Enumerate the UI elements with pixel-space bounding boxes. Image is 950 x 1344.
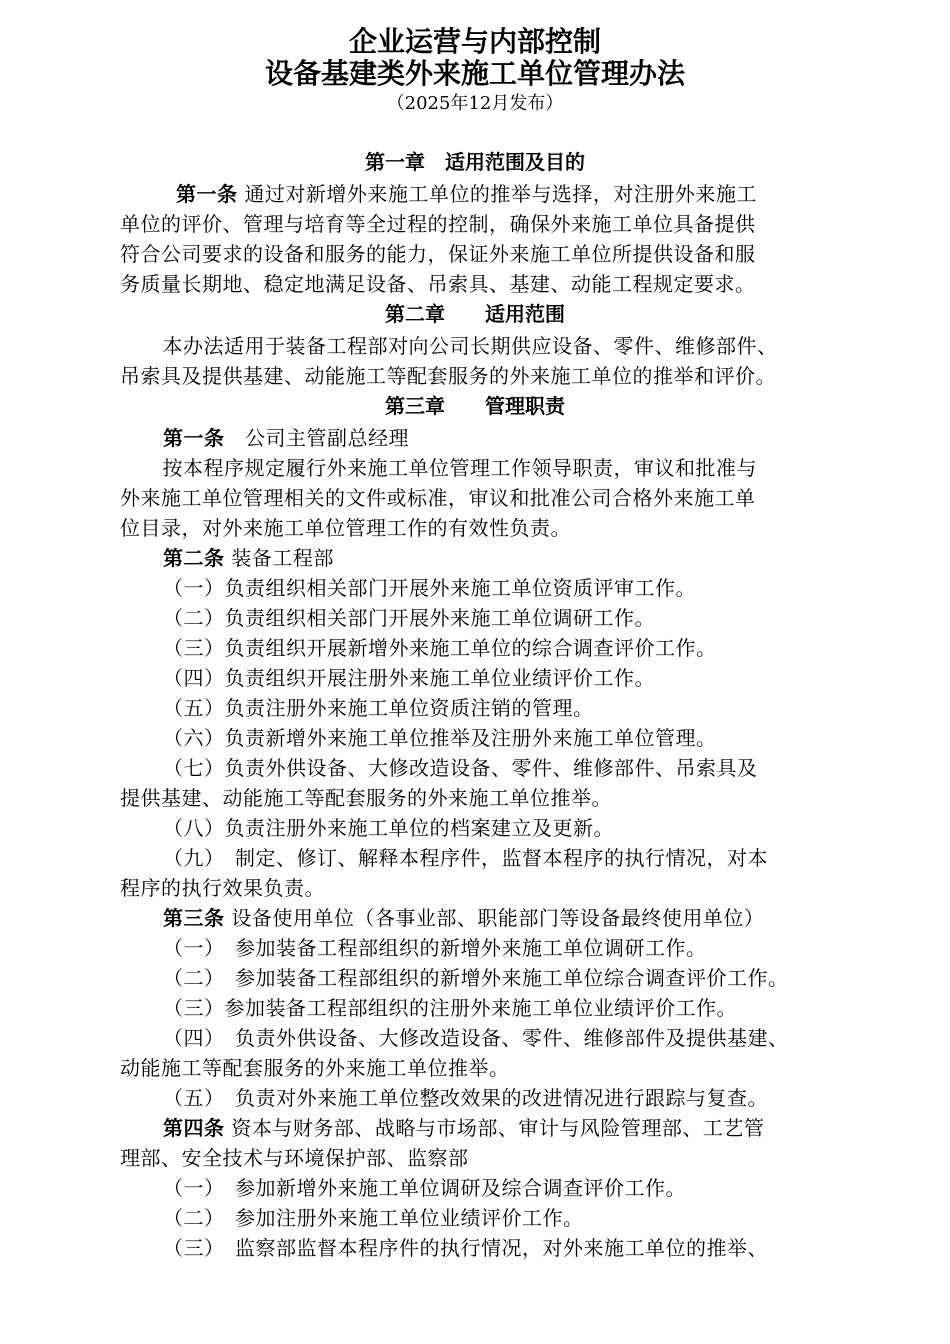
article-text: 通过对新增外来施工单位的推举与选择，对注册外来施工 [244,182,757,206]
paragraph-line [163,905,833,931]
paragraph-line [163,545,833,571]
list-item-continuation: 动能施工等配套服务的外来施工单位推举。 [120,1056,510,1080]
list-item: （五）负责注册外来施工单位资质注销的管理。 [163,696,594,720]
chapter-heading-2: 第二章 适用范围 [385,302,565,326]
list-item: （二） 参加注册外来施工单位业绩评价工作。 [163,1206,584,1230]
paragraph-line: 符合公司要求的设备和服务的能力，保证外来施工单位所提供设备和服 [120,242,756,266]
paragraph-line: 单位的评价、管理与培育等全过程的控制，确保外来施工单位具备提供 [120,212,756,236]
paragraph-line: 理部、安全技术与环境保护部、监察部 [120,1146,469,1170]
list-item: （三） 监察部监督本程序件的执行情况，对外来施工单位的推举、 [163,1236,768,1260]
paragraph-line: 位目录，对外来施工单位管理工作的有效性负责。 [120,516,571,540]
list-item: （一） 参加装备工程部组织的新增外来施工单位调研工作。 [163,936,707,960]
list-item: （七）负责外供设备、大修改造设备、零件、维修部件、吊索具及 [163,756,758,780]
paragraph-line: 外来施工单位管理相关的文件或标准，审议和批准公司合格外来施工单 [120,486,756,510]
article-title: 设备使用单位（各事业部、职能部门等设备最终使用单位） [231,906,765,930]
chapter-heading-1: 第一章 适用范围及目的 [365,150,585,174]
list-item: （三）参加装备工程部组织的注册外来施工单位业绩评价工作。 [163,996,737,1020]
list-item: （三）负责组织开展新增外来施工单位的综合调查评价工作。 [163,636,717,660]
list-item: （二）负责组织相关部门开展外来施工单位调研工作。 [163,606,655,630]
chapter-heading-3: 第三章 管理职责 [385,394,565,418]
list-item: （一） 参加新增外来施工单位调研及综合调查评价工作。 [163,1176,686,1200]
list-item: （八）负责注册外来施工单位的档案建立及更新。 [163,816,614,840]
list-item: （二） 参加装备工程部组织的新增外来施工单位综合调查评价工作。 [163,966,789,990]
paragraph-line [163,1115,833,1141]
article-title: 公司主管副总经理 [224,426,409,450]
article-label: 第一条 [163,426,225,450]
article-title: 资本与财务部、战略与市场部、审计与风险管理部、工艺管 [231,1116,765,1140]
list-item: （六）负责新增外来施工单位推举及注册外来施工单位管理。 [163,726,717,750]
document-title-line1: 企业运营与内部控制 [348,25,601,58]
publish-date: （2025年12月发布） [386,93,564,114]
list-item: （四）负责组织开展注册外来施工单位业绩评价工作。 [163,666,655,690]
article-label: 第四条 [163,1116,225,1140]
paragraph-line: 按本程序规定履行外来施工单位管理工作领导职责，审议和批准与 [142,456,757,480]
paragraph-line: 吊索具及提供基建、动能施工等配套服务的外来施工单位的推举和评价。 [120,364,776,388]
list-item: （一）负责组织相关部门开展外来施工单位资质评审工作。 [163,576,696,600]
paragraph-line [163,425,833,451]
paragraph-line: 本办法适用于装备工程部对向公司长期供应设备、零件、维修部件、 [142,334,778,358]
paragraph-line: 务质量长期地、稳定地满足设备、吊索具、基建、动能工程规定要求。 [120,272,756,296]
paragraph-line [176,181,836,207]
article-title: 装备工程部 [231,546,334,570]
document-title-line2: 设备基建类外来施工单位管理办法 [264,57,685,90]
list-item-continuation: 提供基建、动能施工等配套服务的外来施工单位推举。 [120,786,612,810]
article-label: 第三条 [163,906,225,930]
list-item: （五） 负责对外来施工单位整改效果的改进情况进行跟踪与复查。 [163,1086,768,1110]
list-item: （九） 制定、修订、解释本程序件，监督本程序的执行情况，对本 [163,846,768,870]
list-item: （四） 负责外供设备、大修改造设备、零件、维修部件及提供基建、 [163,1026,789,1050]
article-label: 第一条 [176,182,238,206]
article-label: 第二条 [163,546,225,570]
list-item-continuation: 程序的执行效果负责。 [120,876,325,900]
